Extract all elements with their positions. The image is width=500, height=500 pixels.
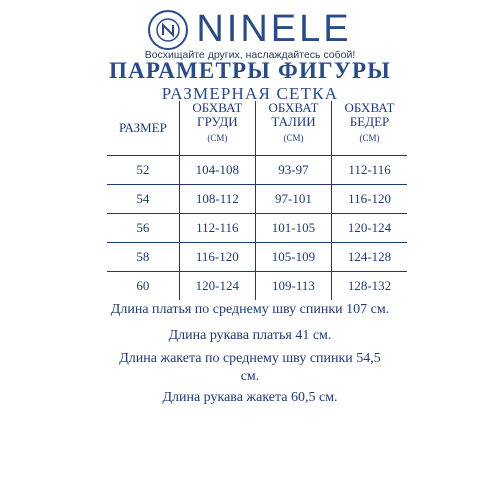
note-dress-sleeve: Длина рукава платья 41 см. [168, 328, 332, 343]
cell-size: 56 [107, 214, 179, 243]
cell-hips: 128-132 [332, 272, 407, 301]
table-row [107, 243, 407, 272]
brand-tagline: Восхищайте других, наслаждайтесь собой! [144, 49, 356, 61]
header-size [107, 101, 179, 156]
cell-hips: 120-124 [332, 214, 407, 243]
header-size-label: РАЗМЕР [118, 120, 167, 135]
cell-chest: 116-120 [179, 243, 255, 272]
header-chest-unit: (СМ) [207, 133, 228, 143]
size-table [107, 101, 407, 300]
cell-hips: 116-120 [332, 185, 407, 214]
header-chest-line1: ОБХВАТ [192, 100, 243, 115]
page-title: ПАРАМЕТРЫ ФИГУРЫ [109, 58, 391, 83]
page-subtitle: РАЗМЕРНАЯ СЕТКА [161, 84, 339, 103]
header-waist-unit: (СМ) [283, 133, 304, 143]
table-row [107, 185, 407, 214]
header-hips-line2: БЕДЕР [349, 114, 390, 129]
table-row [107, 156, 407, 185]
header-hips-unit: (СМ) [359, 133, 380, 143]
cell-waist: 93-97 [255, 156, 331, 185]
cell-hips: 124-128 [332, 243, 407, 272]
note-jacket-sleeve: Длина рукава жакета 60,5 см. [162, 390, 338, 405]
brand-header [0, 8, 500, 51]
cell-waist: 105-109 [255, 243, 331, 272]
cell-size: 58 [107, 243, 179, 272]
header-chest [179, 101, 255, 156]
cell-chest: 112-116 [179, 214, 255, 243]
table-row [107, 272, 407, 301]
cell-size: 60 [107, 272, 179, 301]
table-header-row [107, 101, 407, 156]
header-chest-line2: ГРУДИ [197, 114, 238, 129]
cell-waist: 101-105 [255, 214, 331, 243]
table-row [107, 214, 407, 243]
header-hips [332, 101, 407, 156]
note-jacket-length-cont: см. [240, 369, 260, 384]
cell-chest: 104-108 [179, 156, 255, 185]
ninele-logo-icon [148, 10, 188, 50]
header-waist [255, 101, 331, 156]
cell-chest: 120-124 [179, 272, 255, 301]
cell-chest: 108-112 [179, 185, 255, 214]
cell-size: 52 [107, 156, 179, 185]
brand-name: NINELE [196, 8, 352, 50]
cell-waist: 97-101 [255, 185, 331, 214]
header-waist-line1: ОБХВАТ [268, 100, 319, 115]
cell-size: 54 [107, 185, 179, 214]
header-hips-line1: ОБХВАТ [344, 100, 395, 115]
cell-waist: 109-113 [255, 272, 331, 301]
note-dress-length: Длина платья по среднему шву спинки 107 см. [110, 302, 390, 317]
note-jacket-length: Длина жакета по среднему шву спинки 54,5 [119, 351, 381, 366]
cell-hips: 112-116 [332, 156, 407, 185]
header-waist-line2: ТАЛИИ [271, 114, 316, 129]
